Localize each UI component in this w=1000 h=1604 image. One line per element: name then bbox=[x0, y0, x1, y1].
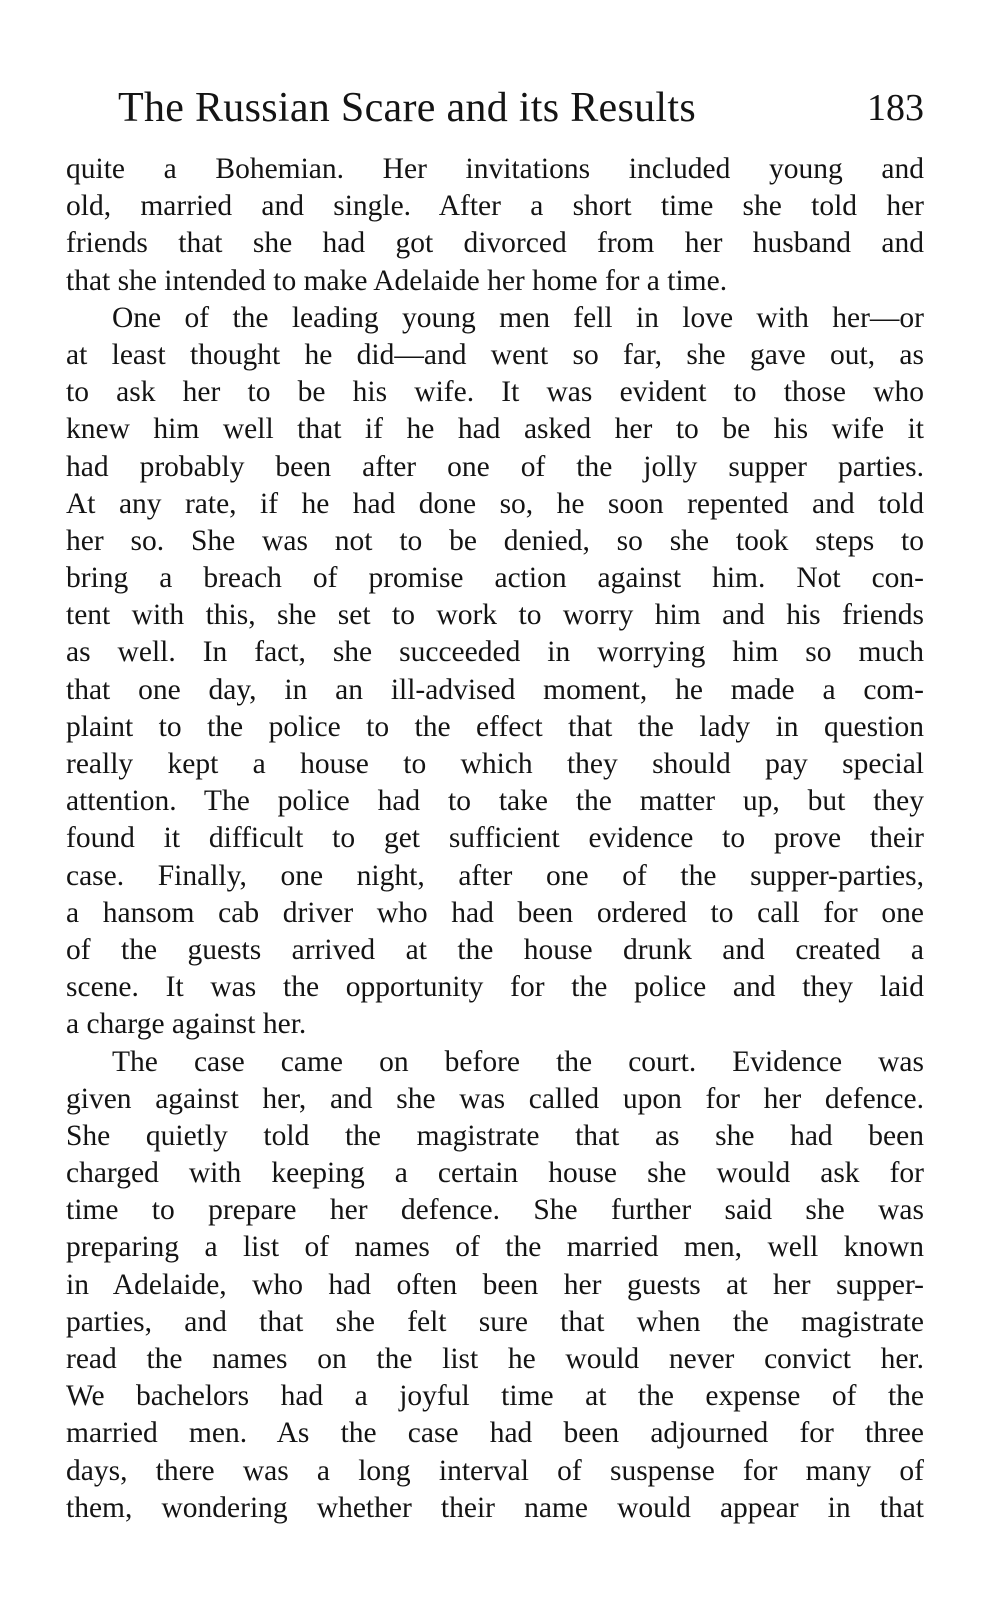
text-line: parties, and that she felt sure that when the magistrate bbox=[66, 1305, 924, 1338]
paragraph-end-line: that she intended to make Adelaide her home for a time. bbox=[66, 264, 728, 297]
text-line: charged with keeping a certain house she would ask for bbox=[66, 1157, 924, 1190]
text-line: At any rate, if he had done so, he soon repented and told bbox=[66, 487, 924, 520]
text-line: preparing a list of names of the married men, well known bbox=[66, 1231, 924, 1264]
text-line: really kept a house to which they should pay special bbox=[66, 748, 924, 780]
paragraph-end-line: a charge against her. bbox=[66, 1008, 307, 1041]
text-line: time to prepare her defence. She further said she was bbox=[66, 1194, 924, 1227]
text-line: read the names on the list he would never convict her. bbox=[66, 1343, 924, 1375]
text-line: days, there was a long interval of suspense for many of bbox=[66, 1454, 924, 1487]
text-line: attention. The police had to take the matter up, but they bbox=[66, 785, 924, 818]
text-line: her so. She was not to be denied, so she took steps to bbox=[66, 524, 924, 557]
text-line: to ask her to be his wife. It was evident to those who bbox=[66, 376, 924, 409]
text-line: of the guests arrived at the house drunk and created a bbox=[66, 933, 924, 966]
paragraph-start-line: The case came on before the court. Evidence was bbox=[112, 1045, 924, 1078]
text-line: married men. As the case had been adjourned for three bbox=[66, 1417, 924, 1450]
text-line: them, wondering whether their name would appear in that bbox=[66, 1491, 924, 1524]
text-line: quite a Bohemian. Her invitations included young and bbox=[66, 153, 924, 185]
text-line: given against her, and she was called upon for her defence. bbox=[66, 1082, 924, 1115]
text-line: friends that she had got divorced from her husband and bbox=[66, 227, 924, 260]
text-line: tent with this, she set to work to worry him and his friends bbox=[66, 599, 924, 632]
text-line: scene. It was the opportunity for the police and they laid bbox=[66, 971, 924, 1004]
text-line: as well. In fact, she succeeded in worrying him so much bbox=[66, 636, 924, 669]
running-title: The Russian Scare and its Results bbox=[118, 85, 696, 131]
text-line: at least thought he did—and went so far, she gave out, as bbox=[66, 338, 924, 371]
text-line: We bachelors had a joyful time at the expense of the bbox=[66, 1380, 924, 1413]
text-line: bring a breach of promise action against him. Not con- bbox=[66, 562, 924, 595]
text-line: that one day, in an ill-advised moment, he made a com- bbox=[66, 673, 924, 706]
text-line: knew him well that if he had asked her to be his wife it bbox=[66, 413, 924, 446]
text-line: a hansom cab driver who had been ordered to call for one bbox=[66, 896, 924, 929]
text-line: plaint to the police to the effect that the lady in question bbox=[66, 710, 924, 743]
page-number: 183 bbox=[867, 87, 924, 129]
paragraph-start-line: One of the leading young men fell in love with her—or bbox=[112, 301, 924, 334]
text-line: found it difficult to get sufficient evidence to prove their bbox=[66, 822, 924, 855]
text-line: case. Finally, one night, after one of the supper-parties, bbox=[66, 859, 924, 892]
body-text bbox=[66, 151, 924, 1527]
text-line: old, married and single. After a short time she told her bbox=[66, 190, 924, 223]
text-line: She quietly told the magistrate that as she had been bbox=[66, 1119, 924, 1152]
text-line: had probably been after one of the jolly supper parties. bbox=[66, 450, 924, 483]
text-line: in Adelaide, who had often been her guests at her supper- bbox=[66, 1268, 924, 1301]
running-header bbox=[66, 78, 924, 138]
